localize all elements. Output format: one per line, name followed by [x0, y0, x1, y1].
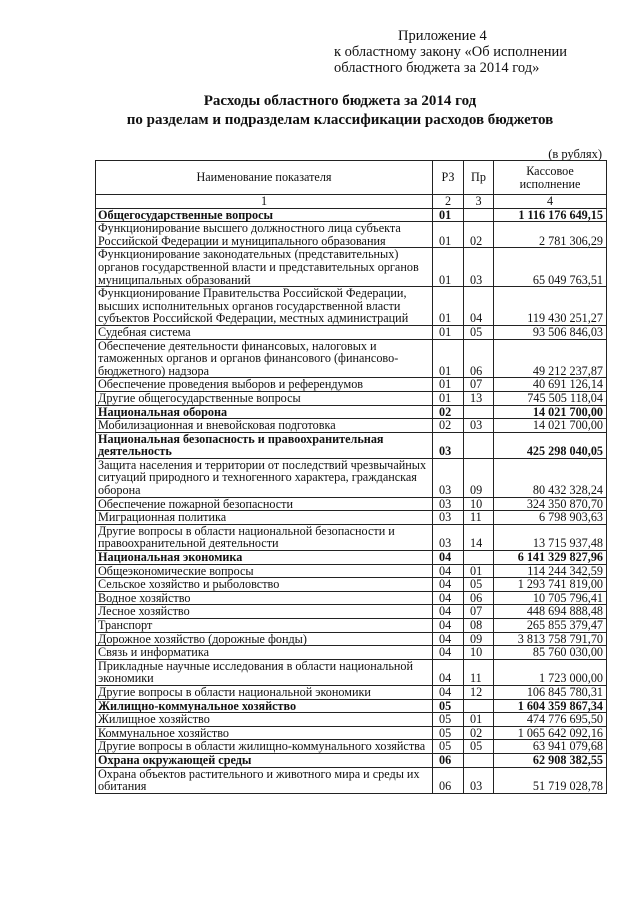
header-pr: Пр: [464, 161, 494, 195]
table-row: [96, 378, 607, 392]
row-pr: [464, 699, 494, 713]
table-section-row: [96, 551, 607, 565]
header-name: Наименование показателя: [96, 161, 433, 195]
header-rz: РЗ: [433, 161, 464, 195]
table-row: [96, 391, 607, 405]
row-pr: 01: [464, 713, 494, 727]
row-pr: 05: [464, 578, 494, 592]
row-pr: 05: [464, 325, 494, 339]
budget-table: [95, 160, 607, 794]
row-rz: 04: [433, 551, 464, 565]
table-row: [96, 591, 607, 605]
table-row: [96, 511, 607, 525]
row-rz: 04: [433, 646, 464, 660]
row-amount: 40 691 126,14: [494, 378, 607, 392]
row-rz: 05: [433, 713, 464, 727]
row-rz: 04: [433, 659, 464, 685]
row-amount: 106 845 780,31: [494, 685, 607, 699]
row-name: Другие вопросы в области жилищно-коммунального хозяйства: [96, 740, 433, 754]
table-row: [96, 605, 607, 619]
row-name: Лесное хозяйство: [96, 605, 433, 619]
row-name: Другие вопросы в области национальной безопасности и правоохранительной деятельности: [96, 524, 433, 550]
row-pr: [464, 208, 494, 222]
row-pr: 02: [464, 726, 494, 740]
row-pr: 07: [464, 378, 494, 392]
row-name: Обеспечение деятельности финансовых, налоговых и таможенных органов и органов финансового (финансово-бюджетного) надзора: [96, 339, 433, 378]
appendix-note: [334, 28, 624, 76]
header-amount-line: исполнение: [519, 176, 581, 191]
table-row: [96, 497, 607, 511]
row-rz: 04: [433, 578, 464, 592]
row-name: Национальная безопасность и правоохранительная деятельность: [96, 432, 433, 458]
row-rz: 04: [433, 632, 464, 646]
row-amount: 14 021 700,00: [494, 405, 607, 419]
row-rz: 03: [433, 458, 464, 497]
row-name: Сельское хозяйство и рыболовство: [96, 578, 433, 592]
table-row: [96, 659, 607, 685]
column-number: 4: [494, 195, 607, 209]
row-rz: 06: [433, 767, 464, 793]
row-amount: 745 505 118,04: [494, 391, 607, 405]
row-rz: 01: [433, 325, 464, 339]
table-row: [96, 524, 607, 550]
row-rz: 06: [433, 753, 464, 767]
table-row: [96, 632, 607, 646]
row-name: Национальная экономика: [96, 551, 433, 565]
row-amount: 324 350 870,70: [494, 497, 607, 511]
row-pr: 13: [464, 391, 494, 405]
row-name: Мобилизационная и вневойсковая подготовка: [96, 419, 433, 433]
row-amount: 13 715 937,48: [494, 524, 607, 550]
row-rz: 04: [433, 685, 464, 699]
row-pr: 03: [464, 767, 494, 793]
column-number: 2: [433, 195, 464, 209]
table-row: [96, 726, 607, 740]
row-amount: 10 705 796,41: [494, 591, 607, 605]
table-row: [96, 248, 607, 287]
row-rz: 01: [433, 222, 464, 248]
row-name: Жилищное хозяйство: [96, 713, 433, 727]
appendix-line: областного бюджета за 2014 год»: [334, 60, 540, 76]
row-amount: 80 432 328,24: [494, 458, 607, 497]
row-rz: 03: [433, 432, 464, 458]
header-amount: [494, 161, 607, 195]
row-amount: 2 781 306,29: [494, 222, 607, 248]
row-pr: 09: [464, 458, 494, 497]
row-amount: 265 855 379,47: [494, 619, 607, 633]
table-row: [96, 419, 607, 433]
row-pr: 09: [464, 632, 494, 646]
row-pr: 08: [464, 619, 494, 633]
row-name: Обеспечение пожарной безопасности: [96, 497, 433, 511]
table-section-row: [96, 699, 607, 713]
row-name: Водное хозяйство: [96, 591, 433, 605]
row-name: Транспорт: [96, 619, 433, 633]
row-amount: 65 049 763,51: [494, 248, 607, 287]
row-amount: 85 760 030,00: [494, 646, 607, 660]
row-amount: 63 941 079,68: [494, 740, 607, 754]
table-row: [96, 767, 607, 793]
row-pr: 02: [464, 222, 494, 248]
row-name: Общеэкономические вопросы: [96, 564, 433, 578]
column-number: 3: [464, 195, 494, 209]
row-pr: 03: [464, 248, 494, 287]
row-amount: 51 719 028,78: [494, 767, 607, 793]
row-rz: 01: [433, 208, 464, 222]
row-rz: 04: [433, 591, 464, 605]
row-name: Функционирование законодательных (представительных) органов государственной власти и представительных органов муниципальных образований: [96, 248, 433, 287]
table-body: [96, 208, 607, 793]
row-pr: [464, 753, 494, 767]
row-amount: 62 908 382,55: [494, 753, 607, 767]
row-name: Коммунальное хозяйство: [96, 726, 433, 740]
row-rz: 01: [433, 391, 464, 405]
row-pr: 01: [464, 564, 494, 578]
row-name: Дорожное хозяйство (дорожные фонды): [96, 632, 433, 646]
row-pr: 07: [464, 605, 494, 619]
row-amount: 425 298 040,05: [494, 432, 607, 458]
table-row: [96, 619, 607, 633]
row-name: Миграционная политика: [96, 511, 433, 525]
row-name: Другие общегосударственные вопросы: [96, 391, 433, 405]
table-section-row: [96, 753, 607, 767]
row-rz: 03: [433, 511, 464, 525]
appendix-line: Приложение 4: [398, 28, 487, 44]
row-amount: 474 776 695,50: [494, 713, 607, 727]
row-name: Общегосударственные вопросы: [96, 208, 433, 222]
row-rz: 01: [433, 287, 464, 326]
row-rz: 04: [433, 619, 464, 633]
table-row: [96, 646, 607, 660]
header-amount-line: Кассовое: [526, 163, 574, 178]
row-name: Связь и информатика: [96, 646, 433, 660]
title-line: Расходы областного бюджета за 2014 год: [203, 93, 477, 109]
column-number-row: [96, 195, 607, 209]
row-rz: 02: [433, 405, 464, 419]
row-rz: 05: [433, 740, 464, 754]
row-amount: 1 604 359 867,34: [494, 699, 607, 713]
table-section-row: [96, 432, 607, 458]
row-name: Национальная оборона: [96, 405, 433, 419]
row-rz: 03: [433, 524, 464, 550]
row-amount: 6 141 329 827,96: [494, 551, 607, 565]
row-amount: 3 813 758 791,70: [494, 632, 607, 646]
row-pr: 06: [464, 339, 494, 378]
column-number: 1: [96, 195, 433, 209]
row-amount: 1 723 000,00: [494, 659, 607, 685]
row-amount: 119 430 251,27: [494, 287, 607, 326]
row-rz: 05: [433, 699, 464, 713]
row-pr: [464, 405, 494, 419]
document-title: [60, 92, 620, 130]
row-name: Жилищно-коммунальное хозяйство: [96, 699, 433, 713]
table-section-row: [96, 208, 607, 222]
row-pr: 04: [464, 287, 494, 326]
row-rz: 05: [433, 726, 464, 740]
row-pr: 11: [464, 511, 494, 525]
row-rz: 01: [433, 339, 464, 378]
row-pr: 14: [464, 524, 494, 550]
row-pr: 12: [464, 685, 494, 699]
row-name: Судебная система: [96, 325, 433, 339]
row-amount: 6 798 903,63: [494, 511, 607, 525]
table-row: [96, 713, 607, 727]
row-name: Обеспечение проведения выборов и референдумов: [96, 378, 433, 392]
table-section-row: [96, 405, 607, 419]
row-name: Охрана окружающей среды: [96, 753, 433, 767]
row-amount: 1 293 741 819,00: [494, 578, 607, 592]
table-row: [96, 685, 607, 699]
table-row: [96, 339, 607, 378]
table-row: [96, 740, 607, 754]
row-amount: 114 244 342,59: [494, 564, 607, 578]
row-name: Охрана объектов растительного и животного мира и среды их обитания: [96, 767, 433, 793]
table-row: [96, 578, 607, 592]
row-pr: 05: [464, 740, 494, 754]
row-amount: 14 021 700,00: [494, 419, 607, 433]
row-name: Функционирование Правительства Российской Федерации, высших исполнительных органов государственной власти субъектов Российской Федерации, местных администраций: [96, 287, 433, 326]
row-rz: 04: [433, 605, 464, 619]
row-amount: 1 065 642 092,16: [494, 726, 607, 740]
table-row: [96, 287, 607, 326]
row-amount: 448 694 888,48: [494, 605, 607, 619]
row-pr: 11: [464, 659, 494, 685]
row-pr: [464, 432, 494, 458]
table-row: [96, 564, 607, 578]
title-line: по разделам и подразделам классификации расходов бюджетов: [126, 112, 554, 128]
appendix-line: к областному закону «Об исполнении: [334, 44, 567, 60]
row-name: Прикладные научные исследования в области национальной экономики: [96, 659, 433, 685]
row-amount: 49 212 237,87: [494, 339, 607, 378]
row-rz: 02: [433, 419, 464, 433]
row-pr: [464, 551, 494, 565]
row-pr: 06: [464, 591, 494, 605]
row-pr: 10: [464, 497, 494, 511]
row-name: Функционирование высшего должностного лица субъекта Российской Федерации и муниципального образования: [96, 222, 433, 248]
header-row: [96, 161, 607, 195]
units-note: (в рублях): [548, 147, 602, 161]
row-rz: 04: [433, 564, 464, 578]
row-name: Другие вопросы в области национальной экономики: [96, 685, 433, 699]
row-pr: 10: [464, 646, 494, 660]
row-rz: 03: [433, 497, 464, 511]
row-rz: 01: [433, 248, 464, 287]
row-amount: 1 116 176 649,15: [494, 208, 607, 222]
table-row: [96, 325, 607, 339]
row-name: Защита населения и территории от последствий чрезвычайных ситуаций природного и техногенного характера, гражданская оборона: [96, 458, 433, 497]
table-row: [96, 458, 607, 497]
table-row: [96, 222, 607, 248]
row-pr: 03: [464, 419, 494, 433]
row-rz: 01: [433, 378, 464, 392]
row-amount: 93 506 846,03: [494, 325, 607, 339]
